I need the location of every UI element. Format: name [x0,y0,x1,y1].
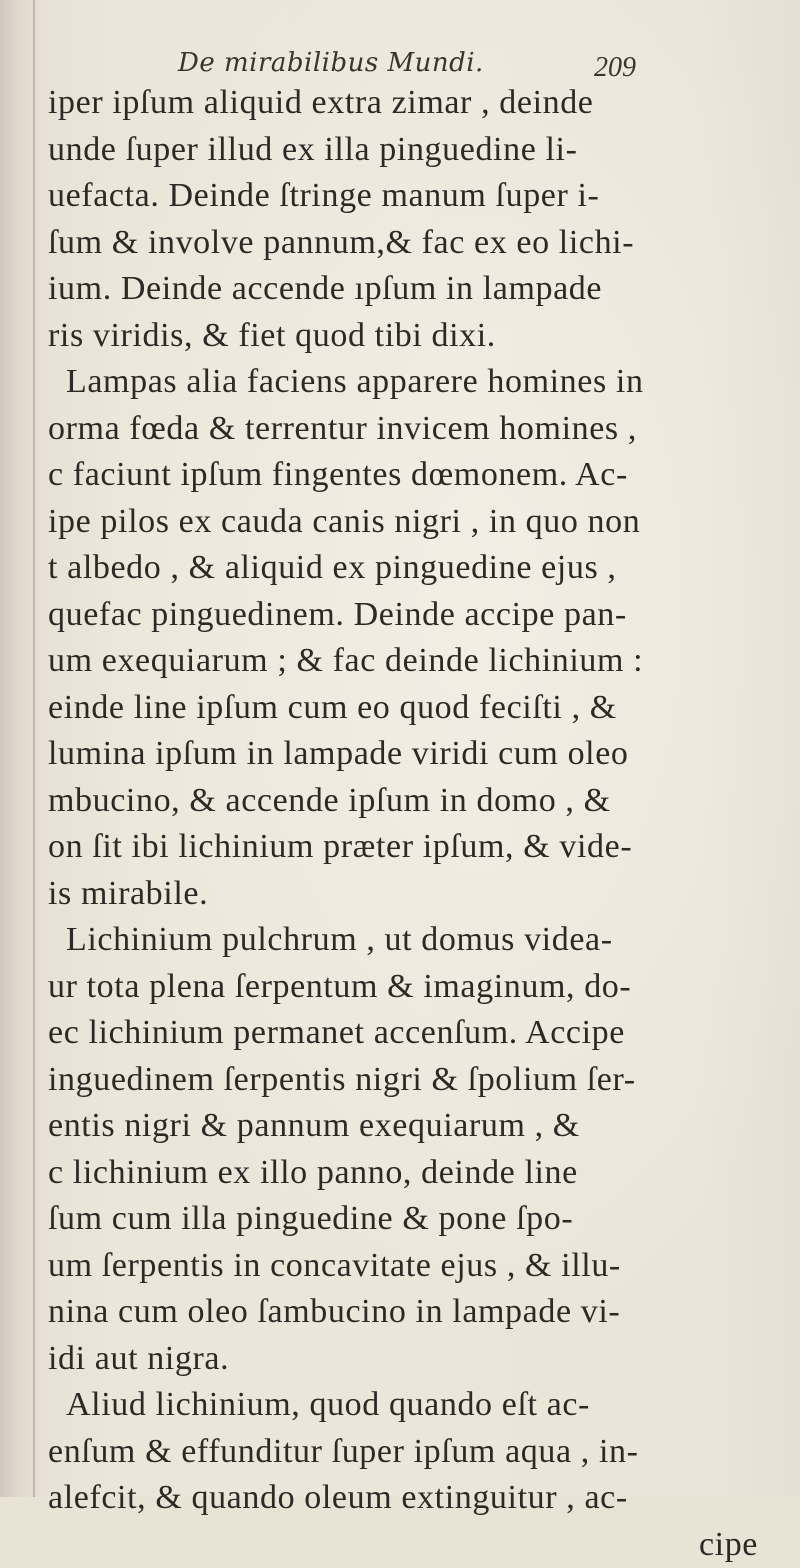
paragraph-start-line: Aliud lichinium, quod quando eſt ac- [48,1382,760,1429]
text-line: lumina ipſum in lampade viridi cum oleo [48,731,760,778]
text-line: ium. Deinde accende ıpſum in lampade [48,266,760,313]
text-line: mbucino, & accende ipſum in domo , & [48,778,760,825]
paragraph-start-line: Lichinium pulchrum , ut domus videa- [48,917,760,964]
paragraph-start-line: Lampas alia faciens apparere homines in [48,359,760,406]
text-line: ipe pilos ex cauda canis nigri , in quo non [48,499,760,546]
page-number: 209 [594,52,636,84]
text-line: c faciunt ipſum fingentes dœmonem. Ac- [48,452,760,499]
body-text [48,80,760,1568]
text-line: on ſit ibi lichinium præter ipſum, & vide- [48,824,760,871]
text-line: entis nigri & pannum exequiarum , & [48,1103,760,1150]
text-line: is mirabile. [48,871,760,918]
text-line: inguedinem ſerpentis nigri & ſpolium ſer- [48,1057,760,1104]
running-title: De mirabilibus Mundi. [178,48,484,78]
text-line: um exequiarum ; & fac deinde lichinium : [48,638,760,685]
text-line: enſum & effunditur ſuper ipſum aqua , in- [48,1429,760,1476]
text-line: einde line ipſum cum eo quod feciſti , & [48,685,760,732]
gutter-shadow-line [33,0,35,1497]
text-line: um ſerpentis in concavitate ejus , & illu- [48,1243,760,1290]
text-line: ec lichinium permanet accenſum. Accipe [48,1010,760,1057]
text-line: ris viridis, & fiet quod tibi dixi. [48,313,760,360]
text-line: ſum & involve pannum,& fac ex eo lichi- [48,220,760,267]
text-line: quefac pinguedinem. Deinde accipe pan- [48,592,760,639]
text-line: uefacta. Deinde ſtringe manum ſuper i- [48,173,760,220]
text-line: ur tota plena ſerpentum & imaginum, do- [48,964,760,1011]
text-line: c lichinium ex illo panno, deinde line [48,1150,760,1197]
text-line: unde ſuper illud ex illa pinguedine li- [48,127,760,174]
text-line: idi aut nigra. [48,1336,760,1383]
text-line: orma fœda & terrentur invicem homines , [48,406,760,453]
catchword: cipe [48,1522,760,1568]
text-line: alefcit, & quando oleum extinguitur , ac- [48,1475,760,1522]
text-line: t albedo , & aliquid ex pinguedine ejus , [48,545,760,592]
text-line: ſum cum illa pinguedine & pone ſpo- [48,1196,760,1243]
text-line: iper ipſum aliquid extra zimar , deinde [48,80,760,127]
binding-gutter [0,0,42,1497]
text-line: nina cum oleo ſambucino in lampade vi- [48,1289,760,1336]
